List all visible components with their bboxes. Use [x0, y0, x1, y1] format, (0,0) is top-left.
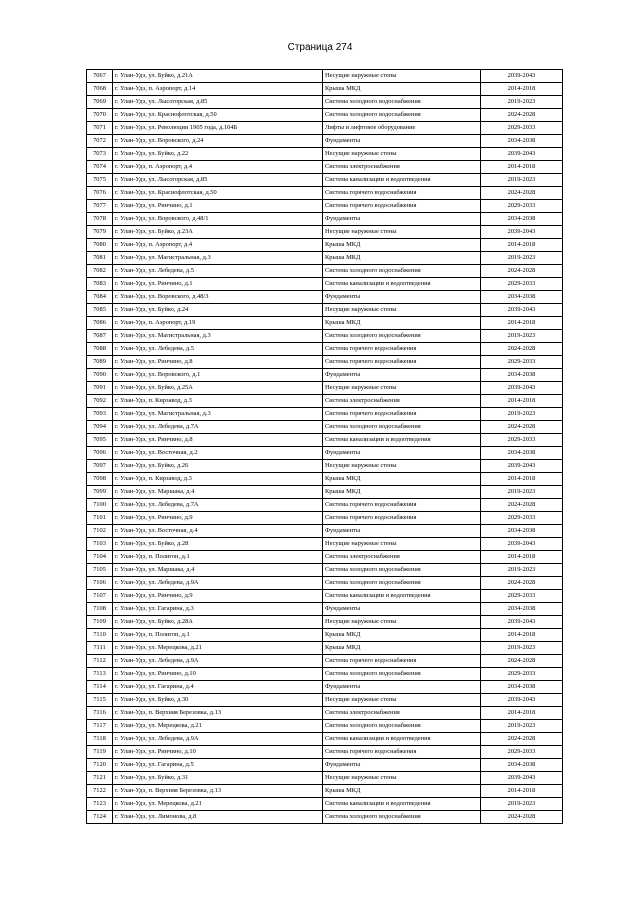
address-cell: г. Улан-Удэ, ул. Мерецкова, д.21 — [113, 798, 323, 811]
address-cell: г. Улан-Удэ, ул. Буйко, д.25А — [113, 382, 323, 395]
work-type-cell: Система канализации и водоотведения — [323, 733, 481, 746]
table-row — [87, 70, 563, 83]
period-cell: 2014-2018 — [481, 473, 563, 486]
table-row — [87, 785, 563, 798]
period-cell: 2019-2023 — [481, 408, 563, 421]
period-cell: 2039-2043 — [481, 148, 563, 161]
period-cell: 2039-2043 — [481, 226, 563, 239]
work-type-cell: Система горячего водоснабжения — [323, 746, 481, 759]
address-cell: г. Улан-Удэ, ул. Воровского, д.24 — [113, 135, 323, 148]
table-row — [87, 421, 563, 434]
address-cell: г. Улан-Удэ, ул. Буйко, д.22 — [113, 148, 323, 161]
address-cell: г. Улан-Удэ, ул. Магистральная, д.3 — [113, 330, 323, 343]
work-type-cell: Фундаменты — [323, 135, 481, 148]
work-type-cell: Система холодного водоснабжения — [323, 330, 481, 343]
address-cell: г. Улан-Удэ, ул. Лебедева, д.9А — [113, 733, 323, 746]
address-cell: г. Улан-Удэ, п. Аэропорт, д.4 — [113, 239, 323, 252]
address-cell: г. Улан-Удэ, ул. Восточная, д.4 — [113, 525, 323, 538]
row-number: 7094 — [87, 421, 113, 434]
table-row — [87, 135, 563, 148]
table-row — [87, 395, 563, 408]
row-number: 7118 — [87, 733, 113, 746]
table-row — [87, 577, 563, 590]
address-cell: г. Улан-Удэ, ул. Мерецкова, д.21 — [113, 720, 323, 733]
row-number: 7123 — [87, 798, 113, 811]
work-type-cell: Фундаменты — [323, 525, 481, 538]
address-cell: г. Улан-Удэ, ул. Буйко, д.30 — [113, 694, 323, 707]
period-cell: 2029-2033 — [481, 668, 563, 681]
work-type-cell: Крыша МКД — [323, 785, 481, 798]
work-type-cell: Система холодного водоснабжения — [323, 421, 481, 434]
address-cell: г. Улан-Удэ, ул. Лысогорская, д.85 — [113, 96, 323, 109]
period-cell: 2014-2018 — [481, 161, 563, 174]
address-cell: г. Улан-Удэ, ул. Лебедева, д.7А — [113, 499, 323, 512]
table-row — [87, 265, 563, 278]
address-cell: г. Улан-Удэ, ул. Буйко, д.26 — [113, 460, 323, 473]
work-type-cell: Несущие наружные стены — [323, 226, 481, 239]
work-type-cell: Фундаменты — [323, 213, 481, 226]
row-number: 7089 — [87, 356, 113, 369]
work-type-cell: Система холодного водоснабжения — [323, 668, 481, 681]
row-number: 7091 — [87, 382, 113, 395]
address-cell: г. Улан-Удэ, ул. Воровского, д.48/3 — [113, 291, 323, 304]
row-number: 7112 — [87, 655, 113, 668]
table-row — [87, 564, 563, 577]
period-cell: 2019-2023 — [481, 330, 563, 343]
table-row — [87, 681, 563, 694]
period-cell: 2029-2033 — [481, 590, 563, 603]
period-cell: 2034-2038 — [481, 525, 563, 538]
address-cell: г. Улан-Удэ, ул. Магистральная, д.3 — [113, 252, 323, 265]
row-number: 7116 — [87, 707, 113, 720]
period-cell: 2014-2018 — [481, 707, 563, 720]
table-row — [87, 720, 563, 733]
table-row — [87, 278, 563, 291]
table-row — [87, 408, 563, 421]
table-row — [87, 655, 563, 668]
period-cell: 2029-2033 — [481, 356, 563, 369]
address-cell: г. Улан-Удэ, ул. Ринчино, д.9 — [113, 590, 323, 603]
period-cell: 2024-2028 — [481, 343, 563, 356]
table-row — [87, 317, 563, 330]
row-number: 7106 — [87, 577, 113, 590]
work-type-cell: Несущие наружные стены — [323, 148, 481, 161]
address-cell: г. Улан-Удэ, ул. Лысогорская, д.85 — [113, 174, 323, 187]
row-number: 7082 — [87, 265, 113, 278]
row-number: 7076 — [87, 187, 113, 200]
table-row — [87, 473, 563, 486]
table-row — [87, 603, 563, 616]
period-cell: 2014-2018 — [481, 83, 563, 96]
period-cell: 2014-2018 — [481, 239, 563, 252]
work-type-cell: Несущие наружные стены — [323, 70, 481, 83]
address-cell: г. Улан-Удэ, п. Полигон, д.1 — [113, 629, 323, 642]
address-cell: г. Улан-Удэ, п. Аэропорт, д.14 — [113, 83, 323, 96]
address-cell: г. Улан-Удэ, ул. Ринчино, д.1 — [113, 278, 323, 291]
row-number: 7098 — [87, 473, 113, 486]
work-type-cell: Лифты и лифтовое оборудование — [323, 122, 481, 135]
table-row — [87, 304, 563, 317]
address-cell: г. Улан-Удэ, ул. Ринчино, д.8 — [113, 434, 323, 447]
address-cell: г. Улан-Удэ, п. Кирзавод, д.3 — [113, 395, 323, 408]
row-number: 7087 — [87, 330, 113, 343]
address-cell: г. Улан-Удэ, п. Полигон, д.1 — [113, 551, 323, 564]
address-cell: г. Улан-Удэ, ул. Маршака, д.4 — [113, 486, 323, 499]
table-row — [87, 525, 563, 538]
row-number: 7108 — [87, 603, 113, 616]
period-cell: 2024-2028 — [481, 733, 563, 746]
row-number: 7109 — [87, 616, 113, 629]
row-number: 7096 — [87, 447, 113, 460]
table-row — [87, 187, 563, 200]
address-cell: г. Улан-Удэ, п. Кирзавод, д.3 — [113, 473, 323, 486]
work-type-cell: Система канализации и водоотведения — [323, 434, 481, 447]
row-number: 7104 — [87, 551, 113, 564]
row-number: 7121 — [87, 772, 113, 785]
work-type-cell: Система канализации и водоотведения — [323, 798, 481, 811]
row-number: 7077 — [87, 200, 113, 213]
row-number: 7095 — [87, 434, 113, 447]
period-cell: 2024-2028 — [481, 265, 563, 278]
row-number: 7120 — [87, 759, 113, 772]
row-number: 7097 — [87, 460, 113, 473]
work-type-cell: Крыша МКД — [323, 239, 481, 252]
table-row — [87, 499, 563, 512]
work-type-cell: Несущие наружные стены — [323, 616, 481, 629]
row-number: 7081 — [87, 252, 113, 265]
period-cell: 2024-2028 — [481, 187, 563, 200]
period-cell: 2039-2043 — [481, 772, 563, 785]
work-type-cell: Система горячего водоснабжения — [323, 356, 481, 369]
row-number: 7093 — [87, 408, 113, 421]
address-cell: г. Улан-Удэ, п. Верхняя Березовка, д.13 — [113, 707, 323, 720]
table-row — [87, 148, 563, 161]
row-number: 7080 — [87, 239, 113, 252]
work-type-cell: Система электроснабжения — [323, 395, 481, 408]
address-cell: г. Улан-Удэ, ул. Буйко, д.24 — [113, 304, 323, 317]
address-cell: г. Улан-Удэ, ул. Воровского, д.48/1 — [113, 213, 323, 226]
address-cell: г. Улан-Удэ, ул. Маршака, д.4 — [113, 564, 323, 577]
work-type-cell: Несущие наружные стены — [323, 382, 481, 395]
period-cell: 2029-2033 — [481, 278, 563, 291]
row-number: 7102 — [87, 525, 113, 538]
address-cell: г. Улан-Удэ, п. Аэропорт, д.4 — [113, 161, 323, 174]
period-cell: 2024-2028 — [481, 109, 563, 122]
address-cell: г. Улан-Удэ, ул. Краснофлотская, д.50 — [113, 109, 323, 122]
work-type-cell: Несущие наружные стены — [323, 694, 481, 707]
page-title: Страница 274 — [287, 42, 353, 53]
table-row — [87, 733, 563, 746]
row-number: 7101 — [87, 512, 113, 525]
work-type-cell: Фундаменты — [323, 369, 481, 382]
table-row — [87, 512, 563, 525]
row-number: 7114 — [87, 681, 113, 694]
row-number: 7083 — [87, 278, 113, 291]
work-type-cell: Система холодного водоснабжения — [323, 577, 481, 590]
period-cell: 2014-2018 — [481, 785, 563, 798]
work-type-cell: Крыша МКД — [323, 486, 481, 499]
address-cell: г. Улан-Удэ, ул. Восточная, д.2 — [113, 447, 323, 460]
address-cell: г. Улан-Удэ, ул. Ринчино, д.9 — [113, 512, 323, 525]
work-type-cell: Система горячего водоснабжения — [323, 408, 481, 421]
table-row — [87, 707, 563, 720]
table-row — [87, 226, 563, 239]
address-cell: г. Улан-Удэ, п. Аэропорт, д.19 — [113, 317, 323, 330]
period-cell: 2029-2033 — [481, 122, 563, 135]
work-type-cell: Система канализации и водоотведения — [323, 590, 481, 603]
row-number: 7113 — [87, 668, 113, 681]
row-number: 7085 — [87, 304, 113, 317]
work-type-cell: Крыша МКД — [323, 317, 481, 330]
table-row — [87, 291, 563, 304]
row-number: 7115 — [87, 694, 113, 707]
period-cell: 2024-2028 — [481, 421, 563, 434]
work-type-cell: Система холодного водоснабжения — [323, 720, 481, 733]
address-cell: г. Улан-Удэ, ул. Магистральная, д.3 — [113, 408, 323, 421]
row-number: 7119 — [87, 746, 113, 759]
work-type-cell: Фундаменты — [323, 603, 481, 616]
row-number: 7069 — [87, 96, 113, 109]
table-row — [87, 538, 563, 551]
period-cell: 2019-2023 — [481, 252, 563, 265]
period-cell: 2014-2018 — [481, 629, 563, 642]
row-number: 7099 — [87, 486, 113, 499]
table-row — [87, 161, 563, 174]
period-cell: 2024-2028 — [481, 655, 563, 668]
period-cell: 2014-2018 — [481, 551, 563, 564]
table-row — [87, 759, 563, 772]
work-type-cell: Крыша МКД — [323, 83, 481, 96]
table-row — [87, 382, 563, 395]
work-type-cell: Система горячего водоснабжения — [323, 499, 481, 512]
work-type-cell: Система электроснабжения — [323, 551, 481, 564]
period-cell: 2029-2033 — [481, 512, 563, 525]
table-row — [87, 213, 563, 226]
work-type-cell: Несущие наружные стены — [323, 304, 481, 317]
row-number: 7090 — [87, 369, 113, 382]
address-cell: г. Улан-Удэ, п. Верхняя Березовка, д.13 — [113, 785, 323, 798]
table-row — [87, 252, 563, 265]
period-cell: 2034-2038 — [481, 291, 563, 304]
period-cell: 2019-2023 — [481, 642, 563, 655]
period-cell: 2039-2043 — [481, 460, 563, 473]
table-row — [87, 369, 563, 382]
work-type-cell: Крыша МКД — [323, 642, 481, 655]
work-type-cell: Система канализации и водоотведения — [323, 278, 481, 291]
period-cell: 2034-2038 — [481, 213, 563, 226]
address-cell: г. Улан-Удэ, ул. Буйко, д.31 — [113, 772, 323, 785]
address-cell: г. Улан-Удэ, ул. Ринчино, д.8 — [113, 356, 323, 369]
table-row — [87, 343, 563, 356]
period-cell: 2024-2028 — [481, 811, 563, 824]
row-number: 7110 — [87, 629, 113, 642]
row-number: 7075 — [87, 174, 113, 187]
table-row — [87, 174, 563, 187]
table-row — [87, 694, 563, 707]
period-cell: 2034-2038 — [481, 369, 563, 382]
table-row — [87, 746, 563, 759]
row-number: 7122 — [87, 785, 113, 798]
row-number: 7088 — [87, 343, 113, 356]
period-cell: 2034-2038 — [481, 447, 563, 460]
row-number: 7084 — [87, 291, 113, 304]
table-body — [87, 70, 563, 824]
row-number: 7067 — [87, 70, 113, 83]
table-row — [87, 109, 563, 122]
row-number: 7070 — [87, 109, 113, 122]
row-number: 7072 — [87, 135, 113, 148]
period-cell: 2039-2043 — [481, 694, 563, 707]
table-row — [87, 356, 563, 369]
work-type-cell: Несущие наружные стены — [323, 460, 481, 473]
address-cell: г. Улан-Удэ, ул. Лебедева, д.9А — [113, 577, 323, 590]
period-cell: 2019-2023 — [481, 564, 563, 577]
table-row — [87, 122, 563, 135]
address-cell: г. Улан-Удэ, ул. Ринчино, д.10 — [113, 746, 323, 759]
table-row — [87, 629, 563, 642]
address-cell: г. Улан-Удэ, ул. Лебедева, д.5 — [113, 265, 323, 278]
work-type-cell: Система электроснабжения — [323, 707, 481, 720]
row-number: 7068 — [87, 83, 113, 96]
period-cell: 2039-2043 — [481, 382, 563, 395]
address-cell: г. Улан-Удэ, ул. Гагарина, д.4 — [113, 681, 323, 694]
row-number: 7079 — [87, 226, 113, 239]
row-number: 7074 — [87, 161, 113, 174]
period-cell: 2019-2023 — [481, 720, 563, 733]
period-cell: 2039-2043 — [481, 304, 563, 317]
address-cell: г. Улан-Удэ, ул. Ринчино, д.1 — [113, 200, 323, 213]
table-row — [87, 551, 563, 564]
work-type-cell: Крыша МКД — [323, 629, 481, 642]
address-cell: г. Улан-Удэ, ул. Гагарина, д.3 — [113, 603, 323, 616]
address-cell: г. Улан-Удэ, ул. Воровского, д.1 — [113, 369, 323, 382]
row-number: 7073 — [87, 148, 113, 161]
work-type-cell: Система горячего водоснабжения — [323, 512, 481, 525]
work-type-cell: Фундаменты — [323, 291, 481, 304]
row-number: 7107 — [87, 590, 113, 603]
work-type-cell: Система холодного водоснабжения — [323, 265, 481, 278]
work-type-cell: Система холодного водоснабжения — [323, 96, 481, 109]
address-cell: г. Улан-Удэ, ул. Ринчино, д.10 — [113, 668, 323, 681]
period-cell: 2019-2023 — [481, 174, 563, 187]
address-cell: г. Улан-Удэ, ул. Гагарина, д.5 — [113, 759, 323, 772]
work-type-cell: Система горячего водоснабжения — [323, 200, 481, 213]
table-row — [87, 486, 563, 499]
work-type-cell: Система горячего водоснабжения — [323, 187, 481, 200]
period-cell: 2014-2018 — [481, 317, 563, 330]
work-type-cell: Несущие наружные стены — [323, 538, 481, 551]
address-cell: г. Улан-Удэ, ул. Буйко, д.21А — [113, 70, 323, 83]
work-type-cell: Система горячего водоснабжения — [323, 655, 481, 668]
work-type-cell: Система канализации и водоотведения — [323, 174, 481, 187]
period-cell: 2024-2028 — [481, 499, 563, 512]
period-cell: 2029-2033 — [481, 434, 563, 447]
period-cell: 2019-2023 — [481, 798, 563, 811]
address-cell: г. Улан-Удэ, ул. Лебедева, д.5 — [113, 343, 323, 356]
address-cell: г. Улан-Удэ, ул. Лимонова, д.8 — [113, 811, 323, 824]
row-number: 7071 — [87, 122, 113, 135]
table-row — [87, 96, 563, 109]
period-cell: 2014-2018 — [481, 395, 563, 408]
table-row — [87, 668, 563, 681]
address-cell: г. Улан-Удэ, ул. Мерецкова, д.21 — [113, 642, 323, 655]
table-row — [87, 447, 563, 460]
row-number: 7100 — [87, 499, 113, 512]
period-cell: 2019-2023 — [481, 96, 563, 109]
address-cell: г. Улан-Удэ, ул. Краснофлотская, д.50 — [113, 187, 323, 200]
work-type-cell: Система горячего водоснабжения — [323, 343, 481, 356]
work-type-cell: Система холодного водоснабжения — [323, 811, 481, 824]
work-type-cell: Система холодного водоснабжения — [323, 109, 481, 122]
period-cell: 2039-2043 — [481, 70, 563, 83]
table-row — [87, 798, 563, 811]
table-row — [87, 460, 563, 473]
work-type-cell: Система электроснабжения — [323, 161, 481, 174]
work-type-cell: Крыша МКД — [323, 473, 481, 486]
table-row — [87, 330, 563, 343]
repair-schedule-table — [86, 69, 563, 824]
row-number: 7124 — [87, 811, 113, 824]
row-number: 7092 — [87, 395, 113, 408]
table-row — [87, 434, 563, 447]
period-cell: 2019-2023 — [481, 486, 563, 499]
period-cell: 2034-2038 — [481, 135, 563, 148]
address-cell: г. Улан-Удэ, ул. Лебедева, д.7А — [113, 421, 323, 434]
row-number: 7105 — [87, 564, 113, 577]
address-cell: г. Улан-Удэ, ул. Революции 1905 года, д.104Б — [113, 122, 323, 135]
work-type-cell: Фундаменты — [323, 759, 481, 772]
work-type-cell: Фундаменты — [323, 447, 481, 460]
work-type-cell: Крыша МКД — [323, 252, 481, 265]
table-row — [87, 772, 563, 785]
period-cell: 2034-2038 — [481, 681, 563, 694]
work-type-cell: Система холодного водоснабжения — [323, 564, 481, 577]
work-type-cell: Несущие наружные стены — [323, 772, 481, 785]
period-cell: 2034-2038 — [481, 603, 563, 616]
period-cell: 2034-2038 — [481, 759, 563, 772]
address-cell: г. Улан-Удэ, ул. Буйко, д.28А — [113, 616, 323, 629]
period-cell: 2029-2033 — [481, 746, 563, 759]
row-number: 7117 — [87, 720, 113, 733]
table-row — [87, 590, 563, 603]
table-row — [87, 200, 563, 213]
row-number: 7103 — [87, 538, 113, 551]
address-cell: г. Улан-Удэ, ул. Буйко, д.23А — [113, 226, 323, 239]
table-row — [87, 642, 563, 655]
period-cell: 2024-2028 — [481, 577, 563, 590]
table-row — [87, 239, 563, 252]
row-number: 7086 — [87, 317, 113, 330]
address-cell: г. Улан-Удэ, ул. Буйко, д.28 — [113, 538, 323, 551]
period-cell: 2039-2043 — [481, 538, 563, 551]
table-row — [87, 811, 563, 824]
row-number: 7111 — [87, 642, 113, 655]
table-row — [87, 616, 563, 629]
period-cell: 2029-2033 — [481, 200, 563, 213]
period-cell: 2039-2043 — [481, 616, 563, 629]
work-type-cell: Фундаменты — [323, 681, 481, 694]
row-number: 7078 — [87, 213, 113, 226]
address-cell: г. Улан-Удэ, ул. Лебедева, д.9А — [113, 655, 323, 668]
table-row — [87, 83, 563, 96]
